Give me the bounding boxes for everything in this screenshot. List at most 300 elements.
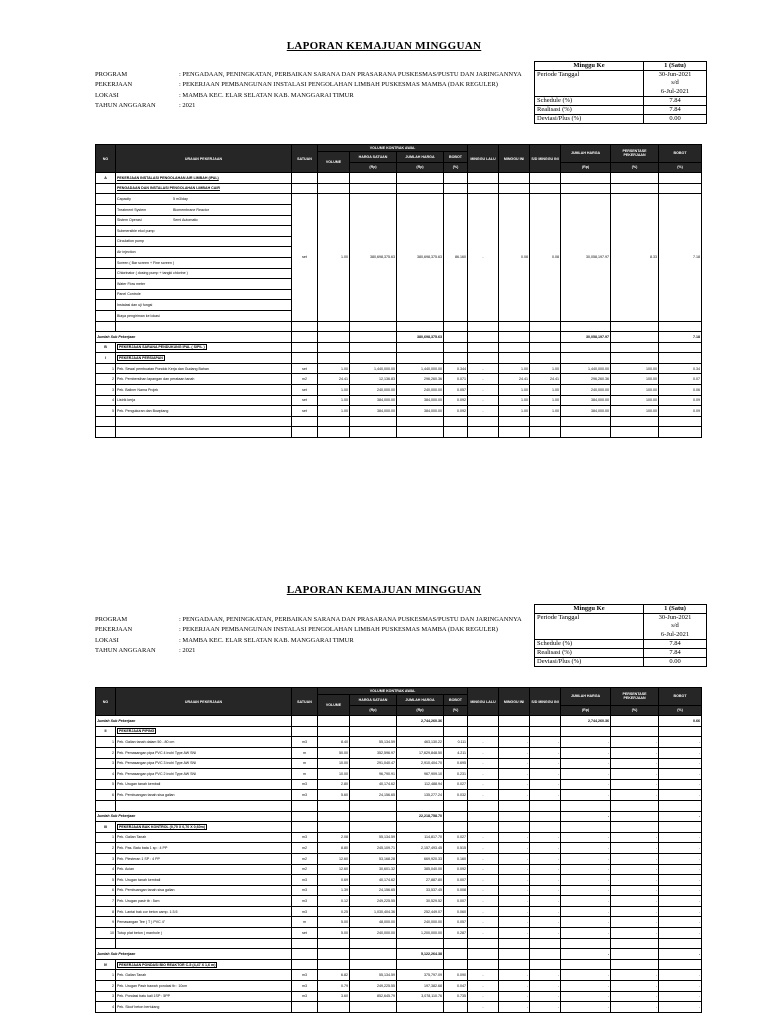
item-progress-empty: -	[468, 875, 499, 886]
item-total: 967,909.10	[397, 769, 444, 780]
table-row	[96, 406, 702, 417]
spacer-row	[96, 416, 702, 427]
item-description: Pek. Pembersihan lapangan dan perataan tanah	[116, 374, 292, 385]
info-lokasi: LOKASI : MAMBA KEC. ELAR SELATAN KAB. MANGGARAI TIMUR	[95, 91, 354, 99]
item-number: 7	[96, 896, 116, 907]
item-sd-minggu-ini: 1.00	[530, 363, 561, 374]
item-progress-empty: -	[530, 885, 561, 896]
item-number: 4	[96, 864, 116, 875]
item-progress-empty: -	[530, 747, 561, 758]
item-description: Pek. Urugan tanah kembali	[116, 875, 292, 886]
item-minggu-lalu: -	[468, 395, 499, 406]
item-weight: 0.160	[444, 853, 468, 864]
item-progress-empty: -	[468, 1002, 499, 1013]
table-row	[96, 363, 702, 374]
work-progress-table	[95, 144, 702, 438]
table-row	[96, 853, 702, 864]
item-description: Pek. Pembuangan tanah sisa galian	[116, 790, 292, 801]
item-total: 197,382.68	[397, 981, 444, 992]
item-progress-empty: -	[611, 896, 659, 907]
deviasi-value: 0.00	[644, 115, 707, 124]
item-total: 385,040.00	[397, 864, 444, 875]
item-volume: 8.80	[318, 843, 350, 854]
item-volume: 10.00	[318, 769, 350, 780]
item-progress-empty: -	[561, 769, 611, 780]
item-percent: 100.00	[611, 385, 659, 396]
item-volume: 0.69	[318, 875, 350, 886]
item-weight: 0.092	[444, 395, 468, 406]
deviasi-label: Deviasi/Plus (%)	[535, 658, 644, 667]
item-unit-price: 352,596.97	[350, 747, 397, 758]
table-row	[96, 758, 702, 769]
subtotal-jumlah: 2,744,260.36	[397, 716, 444, 727]
item-progress-empty: -	[561, 981, 611, 992]
ipal-persen: 8.33	[611, 194, 659, 321]
item-weight: 0.057	[444, 917, 468, 928]
item-number: 1	[96, 737, 116, 748]
table-row	[96, 970, 702, 981]
item-progress-empty: -	[499, 885, 530, 896]
item-weight-realisasi: 0.09	[659, 395, 702, 406]
ipal-spec: Instalasi dan uji fungsi	[116, 300, 292, 311]
item-unit-price: 40,174.62	[350, 875, 397, 886]
item-unit: m3	[292, 875, 318, 886]
info-tahun: TAHUN ANGGARAN : 2021	[95, 102, 196, 110]
progress-summary-table	[534, 604, 707, 667]
item-description: Pek. Sloof beton bertulang	[116, 1002, 292, 1013]
item-number: 1	[96, 970, 116, 981]
item-progress-empty: -	[499, 747, 530, 758]
item-progress-empty: -	[530, 875, 561, 886]
table-row	[96, 981, 702, 992]
item-progress-empty: -	[530, 758, 561, 769]
item-volume: 1.00	[318, 395, 350, 406]
realisasi-value: 7.84	[644, 648, 707, 657]
item-progress-empty: -	[468, 991, 499, 1002]
item-unit-price: 384,000.00	[350, 406, 397, 417]
item-progress-empty: -	[659, 790, 702, 801]
ipal-spec: Water Flow meter	[116, 279, 292, 290]
ipal-spec: Panel Controle	[116, 289, 292, 300]
item-unit-price: 24,156.65	[350, 790, 397, 801]
table-row	[96, 769, 702, 780]
section-number: A	[96, 173, 116, 184]
item-unit: m3	[292, 906, 318, 917]
deviasi-value: 0.00	[644, 658, 707, 667]
report-title: LAPORAN KEMAJUAN MINGGUAN	[286, 40, 482, 52]
spacer-row	[96, 938, 702, 949]
item-description: Pek. Pemasangan pipa PVC 4 inchi Type AW SNI	[116, 747, 292, 758]
subtotal-bobot: -	[659, 949, 702, 960]
periode-to: 6-Jul-2021	[644, 631, 707, 640]
item-sd-minggu-ini: 1.00	[530, 385, 561, 396]
item-volume: 0.79	[318, 981, 350, 992]
item-progress-empty: -	[499, 981, 530, 992]
subtotal-jumlah-realisasi: 30,058,197.97	[561, 332, 611, 343]
item-progress-empty: -	[659, 747, 702, 758]
item-number: 2	[96, 843, 116, 854]
item-unit: m	[292, 769, 318, 780]
item-progress-empty: -	[611, 864, 659, 875]
item-unit-price: 55,134.59	[350, 832, 397, 843]
table-row	[96, 832, 702, 843]
table-row	[96, 385, 702, 396]
item-unit: m3	[292, 790, 318, 801]
item-progress-empty: -	[468, 928, 499, 939]
item-volume: 5.60	[318, 790, 350, 801]
ipal-satuan: set	[292, 194, 318, 321]
item-volume: 24.41	[318, 374, 350, 385]
item-weight: 0.007	[444, 896, 468, 907]
item-progress-empty: -	[468, 981, 499, 992]
subtotal-label: Jumlah Sub Pekerjaan	[96, 949, 292, 960]
item-progress-empty: -	[659, 875, 702, 886]
item-weight: 0.008	[444, 885, 468, 896]
item-progress-empty: -	[530, 769, 561, 780]
item-unit: m2	[292, 853, 318, 864]
table-row	[96, 779, 702, 790]
item-progress-empty: -	[499, 779, 530, 790]
item-description: Pek. Pas. Batu bata 1 sp : 4 PP	[116, 843, 292, 854]
item-weight: 0.231	[444, 769, 468, 780]
ipal-bobot2: 7.18	[659, 194, 702, 321]
periode-label: Periode Tanggal	[535, 614, 644, 640]
item-weight-realisasi: 0.07	[659, 374, 702, 385]
item-number: 9	[96, 917, 116, 928]
item-progress-empty: -	[499, 906, 530, 917]
item-unit: m3	[292, 896, 318, 907]
item-weight: 0.092	[444, 406, 468, 417]
section-subtitle: PENGADAAN DAN INSTALASI PENGOLAHAN LIMBAH CAIR	[116, 183, 292, 194]
item-progress-empty: -	[659, 843, 702, 854]
item-total: 384,000.00	[397, 395, 444, 406]
deviasi-label: Deviasi/Plus (%)	[535, 115, 644, 124]
item-total: 240,000.00	[397, 917, 444, 928]
item-progress-empty: -	[561, 970, 611, 981]
item-unit: m2	[292, 864, 318, 875]
item-weight: 0.092	[444, 864, 468, 875]
item-progress-empty: -	[530, 843, 561, 854]
item-progress-empty: -	[659, 769, 702, 780]
table-row	[96, 928, 702, 939]
item-volume: 8.40	[318, 737, 350, 748]
table-row	[96, 906, 702, 917]
item-percent: 100.00	[611, 395, 659, 406]
item-unit: set	[292, 363, 318, 374]
item-progress-empty: -	[561, 885, 611, 896]
section-number: B	[96, 342, 116, 353]
subtotal-label: Jumlah Sub Pekerjaan	[96, 332, 292, 343]
item-progress-empty: -	[659, 885, 702, 896]
item-weight	[444, 1002, 468, 1013]
item-unit-price: 240,000.00	[350, 385, 397, 396]
info-pekerjaan: PEKERJAAN : PEKERJAAN PEMBANGUNAN INSTALASI PENGOLAHAN LIMBAH PUSKESMAS MAMBA (DAK REGULER)	[95, 626, 498, 634]
item-progress-empty: -	[561, 864, 611, 875]
item-sd-minggu-ini: 1.00	[530, 406, 561, 417]
item-description: Pek. Acian	[116, 864, 292, 875]
realisasi-label: Realisasi (%)	[535, 648, 644, 657]
periode-sd: s/d	[644, 622, 707, 630]
item-progress-empty: -	[561, 906, 611, 917]
table-body	[96, 173, 702, 438]
item-progress-empty: -	[659, 737, 702, 748]
item-unit-price: 249,225.55	[350, 896, 397, 907]
item-progress-empty: -	[611, 737, 659, 748]
item-unit: m	[292, 747, 318, 758]
item-progress-empty: -	[499, 737, 530, 748]
item-weight: 0.047	[444, 981, 468, 992]
item-unit: m3	[292, 991, 318, 1002]
item-progress-empty: -	[659, 906, 702, 917]
ipal-spec: Biaya pengiriman ke lokasi	[116, 310, 292, 321]
ipal-spec: Sistem Operasi Semi Automatic	[116, 215, 292, 226]
item-description: Pek. Plesteran 1 SP : 4 PP	[116, 853, 292, 864]
item-progress-empty: -	[561, 853, 611, 864]
item-progress-empty: -	[611, 981, 659, 992]
section-header-row	[96, 959, 702, 970]
periode-from: 30-Jun-2021	[644, 71, 707, 80]
report-page-1	[0, 0, 768, 450]
item-volume: 1.00	[318, 406, 350, 417]
item-progress-empty: -	[530, 853, 561, 864]
item-total	[397, 1002, 444, 1013]
item-unit-price: 30,601.32	[350, 864, 397, 875]
item-weight: 0.111	[444, 737, 468, 748]
item-progress-empty: -	[659, 864, 702, 875]
item-description: Listrik kerja	[116, 395, 292, 406]
item-description: Pek. Lantai bak cor beton camp. 1:3:5	[116, 906, 292, 917]
item-progress-empty: -	[468, 790, 499, 801]
item-progress-empty: -	[659, 758, 702, 769]
item-progress-empty: -	[468, 769, 499, 780]
spacer-row	[96, 800, 702, 811]
item-progress-empty: -	[659, 832, 702, 843]
item-progress-empty: -	[611, 832, 659, 843]
item-unit-price: 55,134.59	[350, 970, 397, 981]
item-sd-minggu-ini: 1.00	[530, 395, 561, 406]
item-progress-empty: -	[530, 896, 561, 907]
item-minggu-ini: 1.00	[499, 395, 530, 406]
item-unit: set	[292, 406, 318, 417]
item-weight-realisasi: 0.06	[659, 385, 702, 396]
table-row	[96, 1002, 702, 1013]
table-row	[96, 843, 702, 854]
item-unit-price: 249,225.55	[350, 981, 397, 992]
section-number: III	[96, 822, 116, 833]
item-progress-empty: -	[468, 970, 499, 981]
item-progress-empty: -	[561, 1002, 611, 1013]
item-progress-empty: -	[561, 928, 611, 939]
subtotal-jumlah: 380,698,375.63	[397, 332, 444, 343]
section-title: PEKERJAAN PONDASI BIO REAKTOR C-5 (4,47 X 1,6 m)	[116, 959, 292, 970]
table-row	[96, 875, 702, 886]
report-title: LAPORAN KEMAJUAN MINGGUAN	[286, 584, 482, 596]
ipal-spec: Capacity 5 m3/day	[116, 194, 292, 205]
item-description: Pek. Baliner Nama Projek	[116, 385, 292, 396]
subtotal-row	[96, 811, 702, 822]
item-progress-empty: -	[468, 758, 499, 769]
item-progress-empty: -	[611, 928, 659, 939]
item-progress-empty: -	[499, 843, 530, 854]
item-unit-price: 48,000.00	[350, 917, 397, 928]
periode-label: Periode Tanggal	[535, 71, 644, 97]
table-row	[96, 896, 702, 907]
item-weight: 0.515	[444, 843, 468, 854]
ipal-lalu: -	[468, 194, 499, 321]
item-progress-empty: -	[468, 917, 499, 928]
item-total: 296,260.36	[397, 374, 444, 385]
item-progress-empty: -	[561, 790, 611, 801]
info-program: PROGRAM : PENGADAAN, PENINGKATAN, PERBAIKAN SARANA DAN PRASARANA PUSKESMAS/PUSTU DAN JARINGANNYA	[95, 616, 522, 623]
item-progress-empty: -	[611, 779, 659, 790]
item-unit-price: 240,000.00	[350, 928, 397, 939]
item-progress-empty: -	[530, 790, 561, 801]
item-volume	[318, 1002, 350, 1013]
item-progress-empty: -	[468, 737, 499, 748]
realisasi-value: 7.84	[644, 105, 707, 114]
section-header-row	[96, 173, 702, 184]
empty-row	[96, 427, 702, 438]
item-progress-empty: -	[530, 832, 561, 843]
item-percent: 100.00	[611, 406, 659, 417]
item-description: Pemasangan Tee ( T ) PVC 4"	[116, 917, 292, 928]
progress-summary-table	[534, 61, 707, 124]
item-total: 252,449.07	[397, 906, 444, 917]
item-weight-realisasi: 0.34	[659, 363, 702, 374]
item-number: 4	[96, 769, 116, 780]
item-minggu-ini: 1.00	[499, 363, 530, 374]
schedule-value: 7.84	[644, 96, 707, 105]
table-row	[96, 395, 702, 406]
item-progress-empty: -	[561, 747, 611, 758]
item-number: 8	[96, 906, 116, 917]
item-progress-empty: -	[499, 970, 530, 981]
section-title: PEKERJAAN PIPING	[116, 726, 292, 737]
item-volume: 10.00	[318, 758, 350, 769]
item-progress-empty: -	[659, 981, 702, 992]
item-progress-empty: -	[530, 917, 561, 928]
subtotal-bobot: -	[659, 811, 702, 822]
table-header: NO URAIAN PEKERJAAN SATUAN VOLUME KONTRAK AWAL MINGGU LALU MINGGU INI S/D MINGGU INI JUMLAH HARGA PERSENTASE PEKERJAAN BOBOT VOLUME HARGA SATUAN JUMLAH HARGA BOBOT (Rp) (Rp) (%) (Rp) (%) (%)	[96, 688, 702, 716]
item-total: 135,277.24	[397, 790, 444, 801]
item-volume: 3.60	[318, 991, 350, 1002]
realisasi-label: Realisasi (%)	[535, 105, 644, 114]
item-volume: 1.00	[318, 363, 350, 374]
item-progress-empty: -	[530, 981, 561, 992]
item-progress-empty: -	[611, 747, 659, 758]
item-number: 4	[96, 395, 116, 406]
table-row	[96, 737, 702, 748]
ipal-spec-row	[96, 194, 702, 205]
item-unit-price: 1,030,404.36	[350, 906, 397, 917]
subtotal-jumlah-realisasi: -	[561, 811, 611, 822]
item-unit-price: 40,174.62	[350, 779, 397, 790]
ipal-spec: Submersible ekol pump	[116, 226, 292, 237]
item-progress-empty: -	[499, 790, 530, 801]
item-number: 6	[96, 885, 116, 896]
item-total: 3,078,110.76	[397, 991, 444, 1002]
item-number: 3	[96, 385, 116, 396]
item-description: Pek. Pembuangan tanah sisa galian	[116, 885, 292, 896]
item-weight: 0.695	[444, 758, 468, 769]
table-body	[96, 716, 702, 1013]
item-unit: m3	[292, 981, 318, 992]
item-description: Pek. Sewa/ pembuatan Pondok Kerja dan Gudang Bahan	[116, 363, 292, 374]
item-total-realisasi: 240,000.00	[561, 385, 611, 396]
item-minggu-ini: 1.00	[499, 385, 530, 396]
item-volume: 12.60	[318, 864, 350, 875]
item-progress-empty: -	[561, 896, 611, 907]
report-page-2	[0, 578, 768, 1024]
info-lokasi: LOKASI : MAMBA KEC. ELAR SELATAN KAB. MANGGARAI TIMUR	[95, 636, 354, 644]
section-header-row	[96, 822, 702, 833]
table-row	[96, 991, 702, 1002]
ipal-ini: 0.08	[499, 194, 530, 321]
item-weight: 0.007	[444, 875, 468, 886]
item-progress-empty: -	[659, 970, 702, 981]
item-weight: 0.027	[444, 832, 468, 843]
schedule-label: Schedule (%)	[535, 639, 644, 648]
item-minggu-lalu: -	[468, 406, 499, 417]
item-number: 1	[96, 832, 116, 843]
item-volume: 5.00	[318, 928, 350, 939]
item-progress-empty: -	[468, 843, 499, 854]
item-description: Pek. Pondasi batu kali 1SP : 5PP	[116, 991, 292, 1002]
minggu-ke-value: 1 (Satu)	[644, 605, 707, 614]
subtotal-bobot: 7.18	[659, 332, 702, 343]
item-minggu-ini: 24.41	[499, 374, 530, 385]
table-row	[96, 864, 702, 875]
item-number: 4	[96, 1002, 116, 1013]
item-number: 1	[96, 363, 116, 374]
ipal-jumlah: 380,698,375.63	[397, 194, 444, 321]
item-total: 463,130.22	[397, 737, 444, 748]
item-number: 3	[96, 991, 116, 1002]
subtotal-jumlah: 5,122,264.38	[397, 949, 444, 960]
section-header-row	[96, 726, 702, 737]
item-unit: m3	[292, 779, 318, 790]
item-progress-empty: -	[530, 906, 561, 917]
item-weight: 0.090	[444, 970, 468, 981]
item-percent: 100.00	[611, 363, 659, 374]
item-progress-empty: -	[611, 875, 659, 886]
item-progress-empty: -	[561, 832, 611, 843]
item-unit-price: 291,040.47	[350, 758, 397, 769]
work-progress-table	[95, 687, 702, 1013]
item-progress-empty: -	[499, 991, 530, 1002]
item-number: 10	[96, 928, 116, 939]
item-progress-empty: -	[561, 991, 611, 1002]
item-volume: 2.08	[318, 832, 350, 843]
ipal-bobot: 86.160	[444, 194, 468, 321]
item-total: 1,200,000.00	[397, 928, 444, 939]
subtotal-jumlah-realisasi: 2,744,260.36	[561, 716, 611, 727]
item-total: 2,157,493.45	[397, 843, 444, 854]
project-info	[95, 70, 522, 112]
item-unit-price: 53,168.28	[350, 853, 397, 864]
item-progress-empty: -	[530, 737, 561, 748]
item-number: 5	[96, 406, 116, 417]
subtotal-jumlah: 22,218,758.70	[397, 811, 444, 822]
item-description: Tutup plat beton ( manhole )	[116, 928, 292, 939]
minggu-ke-label: Minggu Ke	[535, 62, 644, 71]
subtotal-row	[96, 332, 702, 343]
ipal-spec: Screen ( Bar screen + Fine screen )	[116, 257, 292, 268]
item-weight: 0.027	[444, 779, 468, 790]
item-unit: m3	[292, 832, 318, 843]
item-progress-empty: -	[611, 885, 659, 896]
item-total: 27,887.80	[397, 875, 444, 886]
